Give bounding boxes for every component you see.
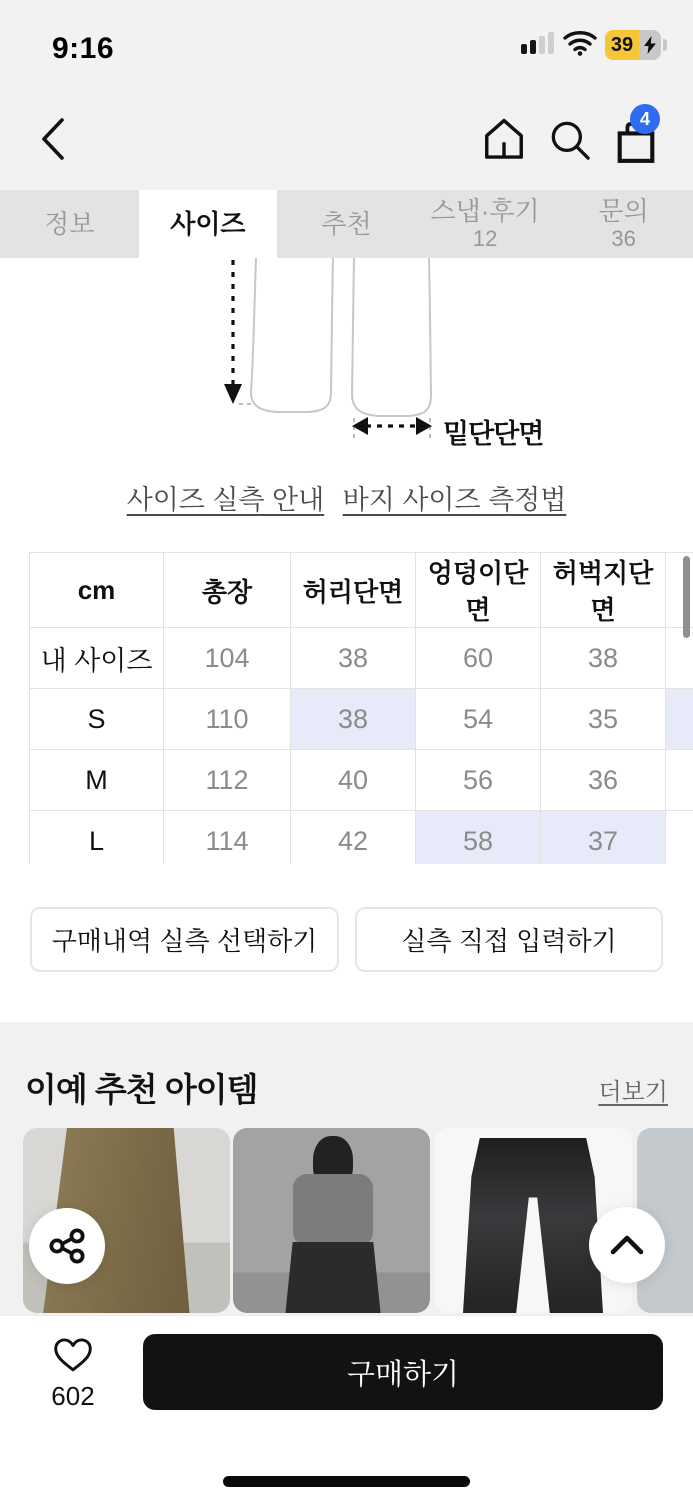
buy-button[interactable]: 구매하기 — [143, 1334, 663, 1410]
cart-badge: 4 — [630, 104, 660, 134]
nav-bar — [0, 108, 693, 178]
product-photo-black-jeans — [463, 1138, 603, 1313]
home-button[interactable] — [481, 116, 527, 165]
share-icon — [48, 1227, 86, 1265]
tab-inquiry[interactable]: 문의 36 — [554, 190, 693, 258]
pants-outline-drawing — [0, 258, 693, 472]
tab-snap-reviews[interactable]: 스냅·후기 12 — [416, 190, 555, 258]
size-table-header-row: cm 총장 허리단면 엉덩이단면 허벅지단면 — [30, 553, 693, 628]
tab-info[interactable]: 정보 — [0, 190, 139, 258]
tab-strip — [0, 190, 693, 258]
enter-measurement-directly-button[interactable]: 실측 직접 입력하기 — [355, 907, 663, 972]
hem-width-label: 밑단단면 — [443, 419, 544, 449]
size-table — [29, 552, 693, 864]
scroll-to-top-button[interactable] — [589, 1207, 665, 1283]
select-measurement-from-orders-button[interactable]: 구매내역 실측 선택하기 — [30, 907, 339, 972]
wifi-icon — [563, 30, 597, 56]
pants-measurement-diagram — [0, 258, 693, 472]
recommend-section — [0, 1022, 693, 1315]
battery-icon — [605, 30, 661, 60]
like-button[interactable] — [40, 1336, 106, 1412]
tab-snap-reviews-count: 12 — [472, 226, 498, 252]
like-count: 602 — [51, 1381, 95, 1411]
header — [0, 0, 693, 190]
recommend-section-title: 이예 추천 아이템 — [25, 1071, 258, 1108]
tab-size[interactable]: 사이즈 — [139, 190, 278, 258]
back-button[interactable] — [38, 116, 68, 165]
table-row-m: M 112 40 56 36 — [30, 750, 693, 811]
search-icon — [548, 118, 592, 162]
tab-inquiry-count: 36 — [611, 226, 636, 252]
see-more-link[interactable]: 더보기 — [598, 1079, 668, 1106]
size-guide-links — [0, 478, 693, 517]
battery-percent: 39 — [610, 33, 634, 56]
table-row-s: S 110 38 54 35 — [30, 689, 693, 750]
product-card-2[interactable] — [233, 1128, 430, 1313]
home-icon — [481, 116, 527, 162]
status-time: 9:16 — [52, 32, 115, 65]
chevron-left-icon — [38, 116, 68, 162]
home-indicator[interactable] — [223, 1476, 470, 1487]
pants-measure-method-link[interactable]: 바지 사이즈 측정법 — [342, 485, 567, 515]
charging-bolt-icon — [644, 36, 656, 54]
bottom-bar — [0, 1315, 693, 1500]
heart-icon — [52, 1336, 94, 1374]
search-button[interactable] — [548, 118, 592, 165]
chevron-up-icon — [608, 1234, 646, 1256]
table-row-my-size: 내 사이즈 104 38 60 38 — [30, 628, 693, 689]
share-button[interactable] — [29, 1208, 105, 1284]
size-measure-guide-link[interactable]: 사이즈 실측 안내 — [126, 485, 325, 515]
battery-nub — [663, 39, 667, 51]
tab-recommend[interactable]: 추천 — [277, 190, 416, 258]
table-row-l: L 114 42 58 37 — [30, 811, 693, 865]
scrollbar-thumb[interactable] — [683, 556, 690, 638]
